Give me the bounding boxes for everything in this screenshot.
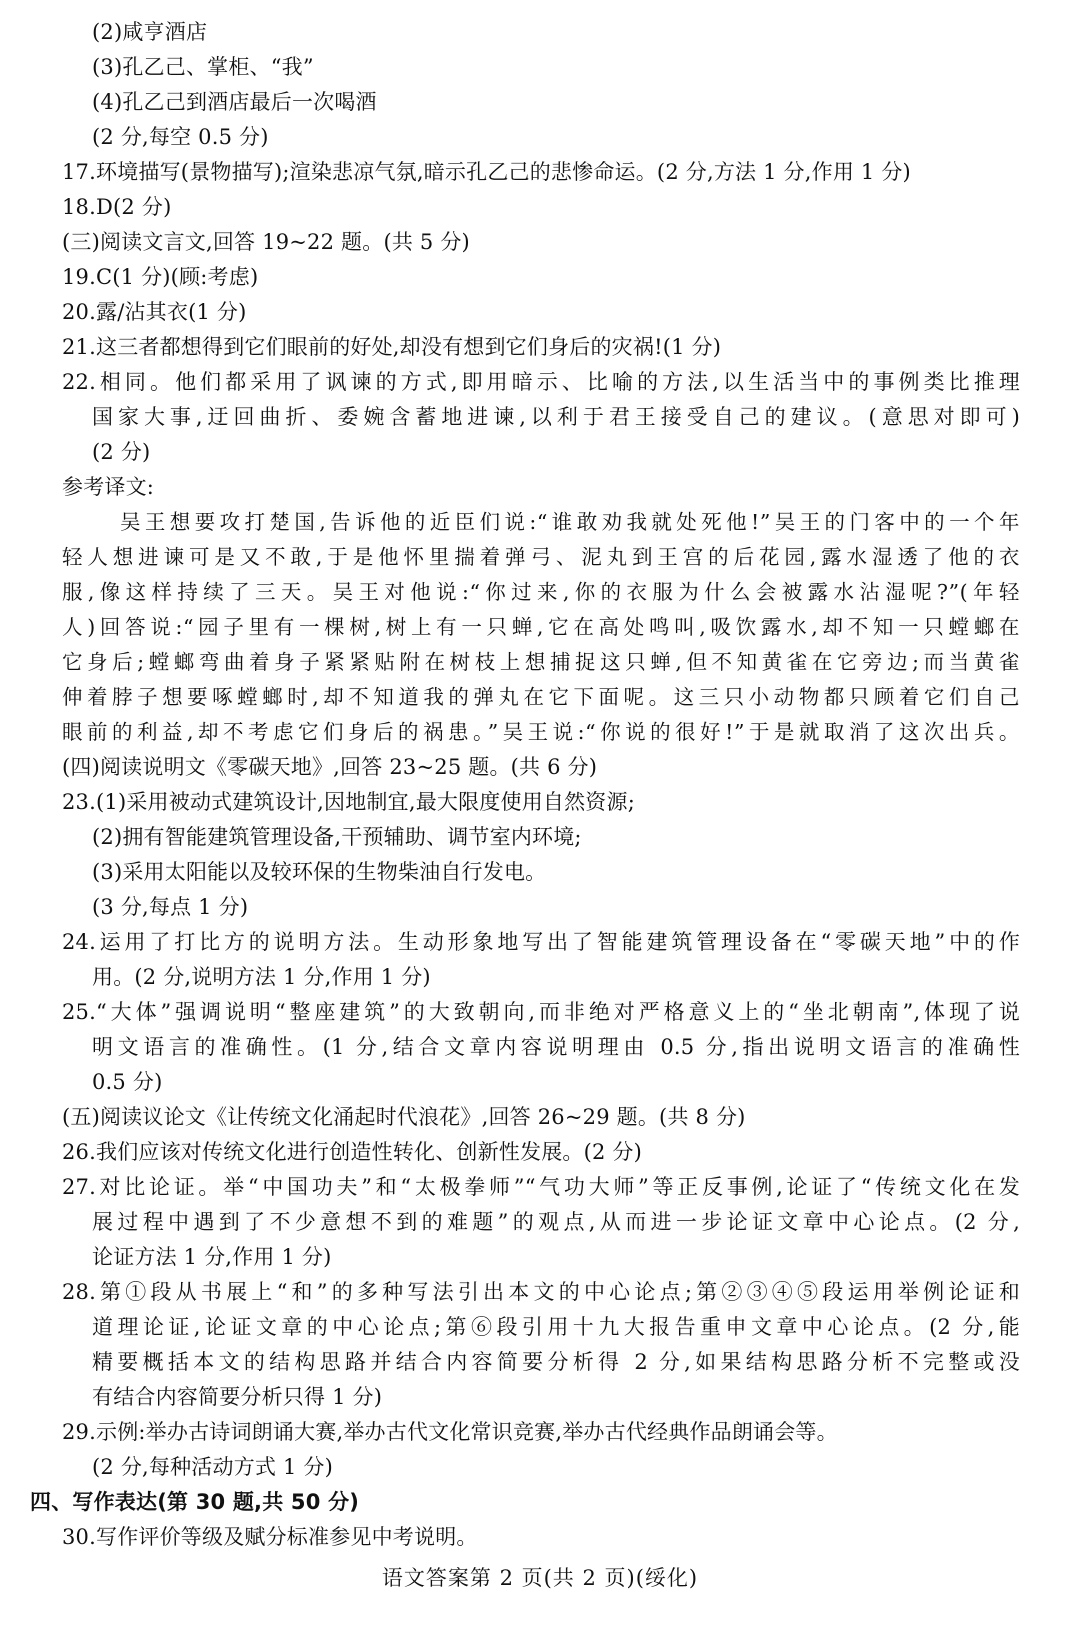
translation-line4: 人)回答说:“园子里有一棵树,树上有一只蝉,它在高处鸣叫,吸饮露水,却不知一只螳螂在 [62,615,1020,639]
answer-20: 20.露/沾其衣(1 分) [62,300,247,324]
answer-23-score: (3 分,每点 1 分) [92,895,249,919]
section-writing-heading: 四、写作表达(第 30 题,共 50 分) [30,1490,360,1514]
answer-16-score: (2 分,每空 0.5 分) [92,125,269,149]
answer-23-3: (3)采用太阳能以及较环保的生物柴油自行发电。 [92,860,547,884]
section-3-heading: (三)阅读文言文,回答 19~22 题。(共 5 分) [62,230,470,254]
translation-line6: 伸着脖子想要啄螳螂时,却不知道我的弹丸在它下面呢。这三只小动物都只顾着它们自己 [62,685,1020,709]
answer-29-score: (2 分,每种活动方式 1 分) [92,1455,334,1479]
answer-25-line2: 明文语言的准确性。(1 分,结合文章内容说明理由 0.5 分,指出说明文语言的准确性 [92,1035,1020,1059]
translation-line3: 服,像这样持续了三天。吴王对他说:“你过来,你的衣服为什么会被露水沾湿呢?”(年轻 [62,580,1020,604]
answer-17: 17.环境描写(景物描写);渲染悲凉气氛,暗示孔乙己的悲惨命运。(2 分,方法 1 分,作用 1 分) [62,160,911,184]
section-5-heading: (五)阅读议论文《让传统文化涌起时代浪花》,回答 26~29 题。(共 8 分) [62,1105,746,1129]
translation-line7: 眼前的利益,却不考虑它们身后的祸患。”吴王说:“你说的很好!”于是就取消了这次出兵。 [62,720,1020,744]
answer-16-2: (2)咸亨酒店 [92,20,208,44]
answer-28-line4: 有结合内容简要分析只得 1 分) [92,1385,383,1409]
answer-27-line3: 论证方法 1 分,作用 1 分) [92,1245,332,1269]
translation-line1: 吴王想要攻打楚国,告诉他的近臣们说:“谁敢劝我就处死他!”吴王的门客中的一个年 [120,510,1020,534]
answer-27-line2: 展过程中遇到了不少意想不到的难题”的观点,从而进一步论证文章中心论点。(2 分, [92,1210,1020,1234]
translation-heading: 参考译文: [62,475,155,499]
answer-16-4: (4)孔乙己到酒店最后一次喝酒 [92,90,377,114]
answer-25-line3: 0.5 分) [92,1070,163,1094]
answer-29: 29.示例:举办古诗词朗诵大赛,举办古代文化常识竞赛,举办古代经典作品朗诵会等。 [62,1420,838,1444]
answer-28-line3: 精要概括本文的结构思路并结合内容简要分析得 2 分,如果结构思路分析不完整或没 [92,1350,1020,1374]
answer-22-line1: 22.相同。他们都采用了讽谏的方式,即用暗示、比喻的方法,以生活当中的事例类比推理 [62,370,1020,394]
answer-23-2: (2)拥有智能建筑管理设备,干预辅助、调节室内环境; [92,825,582,849]
translation-line5: 它身后;螳螂弯曲着身子紧紧贴附在树枝上想捕捉这只蝉,但不知黄雀在它旁边;而当黄雀 [62,650,1020,674]
answer-27-line1: 27.对比论证。举“中国功夫”和“太极拳师”“气功大师”等正反事例,论证了“传统文化在发 [62,1175,1020,1199]
answer-25-line1: 25.“大体”强调说明“整座建筑”的大致朝向,而非绝对严格意义上的“坐北朝南”,体现了说 [62,1000,1020,1024]
section-4-heading: (四)阅读说明文《零碳天地》,回答 23~25 题。(共 6 分) [62,755,598,779]
answer-23-1: 23.(1)采用被动式建筑设计,因地制宜,最大限度使用自然资源; [62,790,635,814]
answer-26: 26.我们应该对传统文化进行创造性转化、创新性发展。(2 分) [62,1140,643,1164]
translation-line2: 轻人想进谏可是又不敢,于是他怀里揣着弹弓、泥丸到王宫的后花园,露水湿透了他的衣 [62,545,1020,569]
answer-28-line1: 28.第①段从书展上“和”的多种写法引出本文的中心论点;第②③④⑤段运用举例论证和 [62,1280,1020,1304]
page-footer: 语文答案第 2 页(共 2 页)(绥化) [381,1566,699,1590]
answer-16-3: (3)孔乙己、掌柜、“我” [92,55,314,79]
answer-24-line2: 用。(2 分,说明方法 1 分,作用 1 分) [92,965,431,989]
answer-28-line2: 道理论证,论证文章的中心论点;第⑥段引用十九大报告重申文章中心论点。(2 分,能 [92,1315,1020,1339]
answer-21: 21.这三者都想得到它们眼前的好处,却没有想到它们身后的灾祸!(1 分) [62,335,722,359]
answer-22-score: (2 分) [92,440,151,464]
answer-19: 19.C(1 分)(顾:考虑) [62,265,259,289]
answer-24-line1: 24.运用了打比方的说明方法。生动形象地写出了智能建筑管理设备在“零碳天地”中的作 [62,930,1020,954]
answer-22-line2: 国家大事,迂回曲折、委婉含蓄地进谏,以利于君王接受自己的建议。(意思对即可) [92,405,1020,429]
answer-30: 30.写作评价等级及赋分标准参见中考说明。 [62,1525,478,1549]
answer-18: 18.D(2 分) [62,195,172,219]
